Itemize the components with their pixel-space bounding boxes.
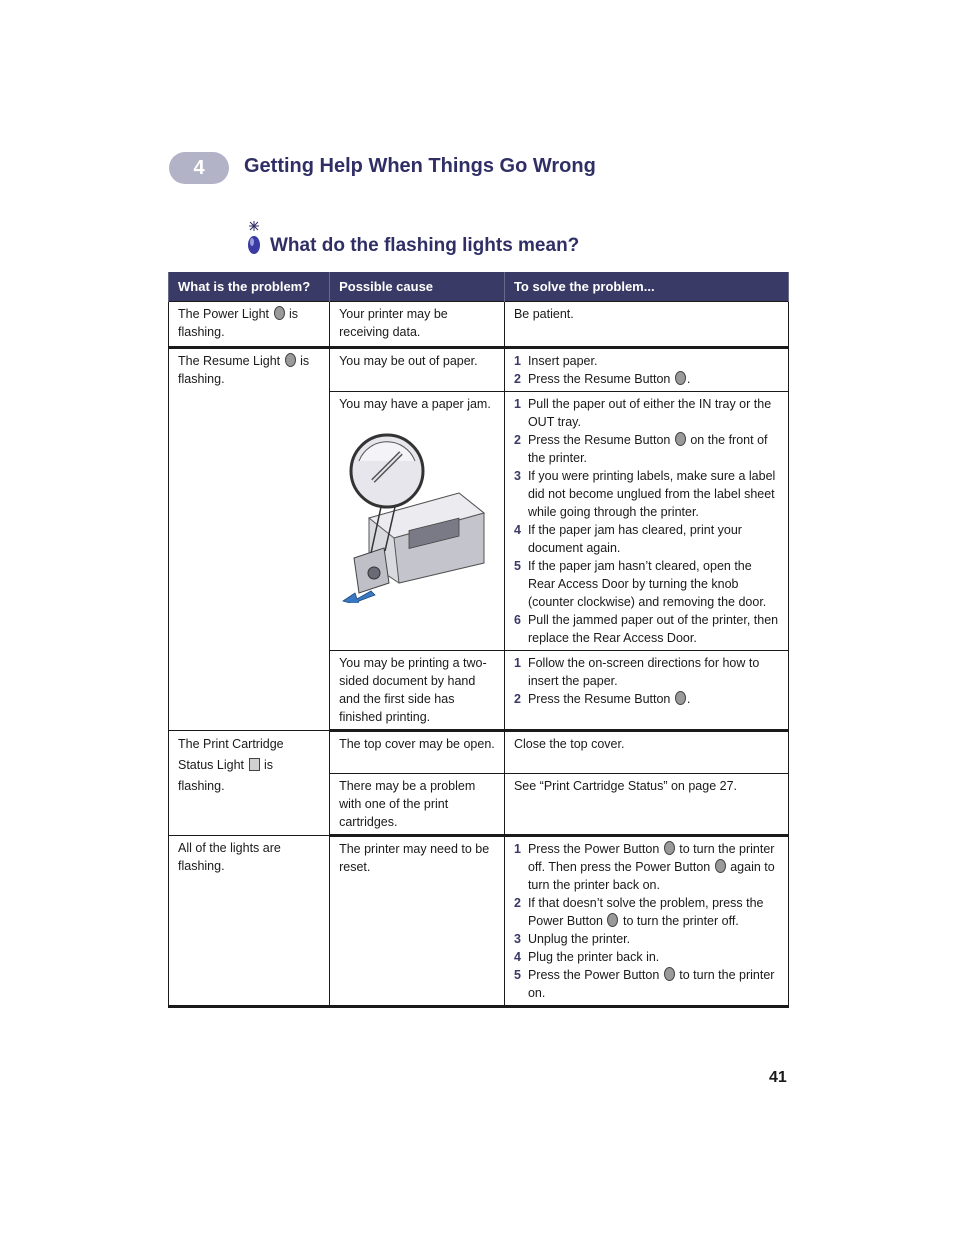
table-header-row: [169, 272, 789, 302]
solution-cell: See “Print Cartridge Status” on page 27.: [504, 774, 788, 836]
problem-cell: [169, 348, 330, 731]
solution-cell: [504, 392, 788, 651]
cause-cell: There may be a problem with one of the print cartridges.: [330, 774, 505, 836]
step-item: 6 Pull the jammed paper out of the printer, then replace the Rear Access Door.: [513, 613, 779, 645]
step-item: 2 Press the Resume Button on the front of the printer.: [513, 433, 768, 465]
step-item: 3 Unplug the printer.: [513, 932, 631, 946]
resume-button-icon: [675, 432, 686, 446]
problem-text: The Print Cartridge Status Light: [178, 737, 284, 772]
section-title: What do the flashing lights mean?: [270, 235, 580, 256]
solution-cell: Be patient.: [504, 302, 788, 348]
step-item: 1 Pull the paper out of either the IN tray or the OUT tray.: [513, 397, 772, 429]
step-item: 2 If that doesn’t solve the problem, press the Power Button to turn the printer off.: [513, 896, 764, 928]
step-item: 2 Press the Resume Button .: [513, 372, 691, 386]
step-item: 5 Press the Power Button to turn the printer on.: [513, 968, 775, 1000]
power-light-icon: [274, 306, 285, 320]
resume-light-icon: [285, 353, 296, 367]
page-number: 41: [769, 1069, 787, 1086]
solution-cell: [504, 348, 788, 392]
resume-button-icon: [675, 371, 686, 385]
step-item: 3 If you were printing labels, make sure a label did not become unglued from the label sheet while going through the printer.: [513, 469, 776, 519]
problem-cell: [169, 302, 330, 348]
power-button-icon: [715, 859, 726, 873]
power-button-icon: [664, 841, 675, 855]
problem-cell: [169, 731, 330, 836]
table-row: [169, 302, 789, 348]
step-item: 4 Plug the printer back in.: [513, 950, 660, 964]
power-button-icon: [607, 913, 618, 927]
resume-button-icon: [675, 691, 686, 705]
table-row: [169, 731, 789, 774]
cause-cell: [330, 392, 505, 651]
printer-paper-jam-illustration: [339, 423, 489, 603]
problem-text: The Resume Light: [178, 354, 281, 368]
header-cause: Possible cause: [330, 272, 505, 302]
cause-text: You may have a paper jam.: [339, 397, 491, 411]
step-item: 2 Press the Resume Button .: [513, 692, 691, 706]
table-row: [169, 348, 789, 392]
cause-cell: The printer may need to be reset.: [330, 836, 505, 1007]
flashing-lights-table: [168, 272, 789, 1008]
chapter-title: Getting Help When Things Go Wrong: [244, 155, 596, 177]
cause-cell: You may be out of paper.: [330, 348, 505, 392]
problem-text: The Power Light: [178, 307, 270, 321]
cause-cell: Your printer may be receiving data.: [330, 302, 505, 348]
problem-cell: All of the lights are flashing.: [169, 836, 330, 1007]
step-item: 5 If the paper jam hasn’t cleared, open the Rear Access Door by turning the knob (counter clockwise) and removing the door.: [513, 559, 767, 609]
step-item: 1 Press the Power Button to turn the printer off. Then press the Power Button again to turn the printer back on.: [513, 842, 775, 892]
solution-cell: [504, 651, 788, 731]
table-row: [169, 836, 789, 1007]
step-item: 4 If the paper jam has cleared, print your document again.: [513, 523, 742, 555]
header-solution: To solve the problem...: [504, 272, 788, 302]
problem-text: is flashing.: [178, 354, 310, 386]
problem-text: is flashing.: [178, 758, 274, 793]
solution-cell: [504, 836, 788, 1007]
cause-cell: You may be printing a two-sided document by hand and the first side has finished printing.: [330, 651, 505, 731]
step-item: 1 Follow the on-screen directions for how to insert the paper.: [513, 656, 760, 688]
problem-text: is flashing.: [178, 307, 299, 339]
step-item: 1 Insert paper.: [513, 354, 598, 368]
power-button-icon: [664, 967, 675, 981]
solution-cell: Close the top cover.: [504, 731, 788, 774]
header-problem: What is the problem?: [169, 272, 330, 302]
chapter-badge: 4: [169, 152, 229, 184]
cartridge-status-icon: [249, 758, 260, 771]
light-icon: [243, 220, 265, 256]
cause-cell: The top cover may be open.: [330, 731, 505, 774]
